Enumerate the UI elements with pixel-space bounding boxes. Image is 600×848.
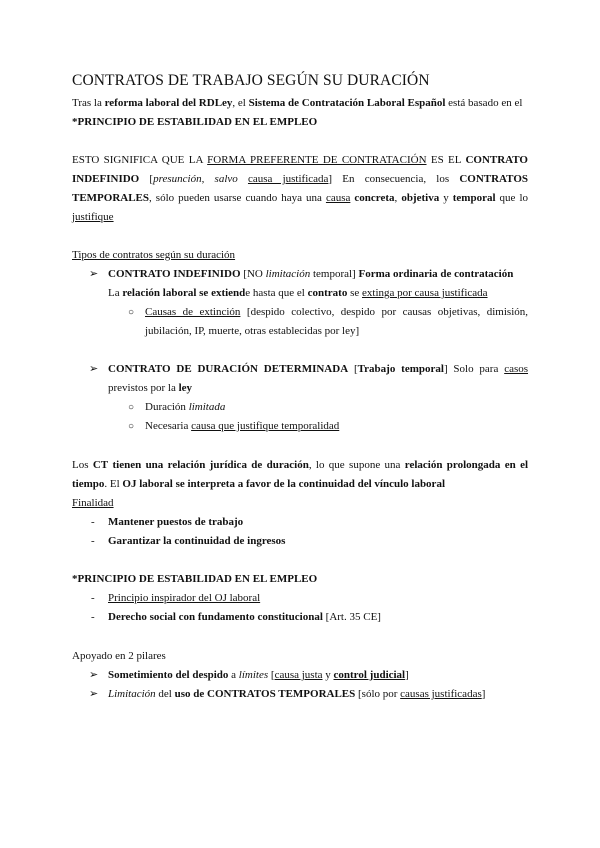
bold-text: uso de CONTRATOS TEMPORALES bbox=[174, 688, 356, 700]
underlined-text: Causas de extinción bbox=[145, 306, 241, 318]
bold-text: Garantizar la continuidad de ingresos bbox=[108, 535, 286, 547]
dash-bullet-icon: - bbox=[91, 611, 95, 623]
underlined-text: casos bbox=[504, 363, 529, 375]
underlined-text: causa que justifique temporalidad bbox=[191, 420, 340, 432]
finalidad-heading: Finalidad bbox=[72, 497, 114, 509]
text: se bbox=[347, 287, 362, 299]
intro-principio bbox=[72, 113, 317, 132]
text: , lo que supone una bbox=[308, 459, 405, 471]
text: Tras la bbox=[72, 97, 105, 109]
text: , bbox=[394, 192, 402, 204]
bold-text: contrato bbox=[307, 287, 348, 299]
text: [despido colectivo, despido por causas objetivas, dimisión, bbox=[240, 306, 529, 318]
text: [Art. 35 CE] bbox=[322, 611, 381, 623]
bold-text: OJ laboral se interpreta a favor de la continuidad del vínculo laboral bbox=[122, 478, 445, 490]
text: e hasta que el bbox=[245, 287, 308, 299]
pilares-heading: Apoyado en 2 pilares bbox=[72, 650, 166, 662]
text: temporal] bbox=[310, 268, 359, 280]
text: ] bbox=[481, 688, 486, 700]
causas-extincion-line-2: jubilación, IP, muerte, otras establecidas por ley] bbox=[145, 325, 360, 337]
arrow-bullet-icon: ➢ bbox=[89, 268, 99, 280]
determinada-line-2 bbox=[108, 379, 192, 398]
text: ES EL bbox=[426, 154, 466, 166]
principio-heading bbox=[72, 570, 317, 589]
text: [ bbox=[268, 669, 275, 681]
bold-underlined-text: control judicial bbox=[333, 669, 406, 681]
arrow-bullet-icon: ➢ bbox=[89, 688, 99, 700]
arrow-bullet-icon: ➢ bbox=[89, 669, 99, 681]
text: y bbox=[439, 192, 453, 204]
text: [NO bbox=[240, 268, 266, 280]
bold-text: relación laboral se extiend bbox=[122, 287, 246, 299]
text: del bbox=[155, 688, 175, 700]
text: y bbox=[322, 669, 334, 681]
bold-text: objetiva bbox=[401, 192, 440, 204]
bold-text: CONTRATOS bbox=[459, 173, 528, 185]
text: a bbox=[228, 669, 239, 681]
bold-text: *PRINCIPIO DE ESTABILIDAD EN EL EMPLEO bbox=[72, 116, 318, 128]
tipos-heading: Tipos de contratos según su duración bbox=[72, 249, 236, 261]
bold-text: concreta bbox=[354, 192, 395, 204]
text: que lo bbox=[495, 192, 528, 204]
bold-text: TEMPORALES bbox=[72, 192, 150, 204]
underlined-text: Principio inspirador del OJ laboral bbox=[108, 592, 261, 604]
bold-text: Trabajo temporal bbox=[357, 363, 444, 375]
circle-bullet-icon: ○ bbox=[128, 421, 135, 432]
italic-text: Limitación bbox=[108, 688, 156, 700]
italic-text: limitada bbox=[188, 401, 226, 413]
dash-bullet-icon: - bbox=[91, 592, 95, 604]
ct-line-1 bbox=[72, 456, 528, 475]
bold-text: *PRINCIPIO DE ESTABILIDAD EN EL EMPLEO bbox=[72, 573, 318, 585]
text bbox=[238, 173, 248, 185]
principio-item-2 bbox=[108, 608, 381, 627]
bold-text: relación prolongada en el bbox=[404, 459, 529, 471]
dash-bullet-icon: - bbox=[91, 516, 95, 528]
indefinido-line-2 bbox=[108, 284, 488, 303]
text: La bbox=[108, 287, 123, 299]
pilar-2 bbox=[108, 685, 485, 704]
bold-text: CONTRATO bbox=[465, 154, 528, 166]
underlined-text: causa justificada bbox=[247, 173, 329, 185]
principio-item-1 bbox=[108, 589, 260, 608]
text: [ bbox=[139, 173, 154, 185]
pilar-1 bbox=[108, 666, 409, 685]
text: [sólo por bbox=[355, 688, 401, 700]
bold-text: CONTRATO DE DURACIÓN DETERMINADA bbox=[108, 363, 349, 375]
text: Duración bbox=[145, 401, 189, 413]
significa-line-4 bbox=[72, 208, 114, 227]
bold-text: ley bbox=[178, 382, 193, 394]
bold-text: Derecho social con fundamento constitucional bbox=[108, 611, 323, 623]
text: está basado en el bbox=[445, 97, 523, 109]
italic-text: limitación bbox=[265, 268, 311, 280]
underlined-text: causa justa bbox=[274, 669, 323, 681]
bold-text: Sistema de Contratación Laboral Español bbox=[248, 97, 446, 109]
dash-bullet-icon: - bbox=[91, 535, 95, 547]
text: [ bbox=[348, 363, 358, 375]
bold-text: INDEFINIDO bbox=[72, 173, 140, 185]
bold-text: reforma laboral del RDLey bbox=[104, 97, 233, 109]
determinada-line-1 bbox=[108, 360, 528, 379]
text: Los bbox=[72, 459, 93, 471]
italic-text: presunción, salvo bbox=[153, 173, 238, 185]
finalidad-item-1 bbox=[108, 513, 243, 532]
ct-line-2 bbox=[72, 475, 445, 494]
text: ] bbox=[405, 669, 409, 681]
text: previstos por la bbox=[108, 382, 179, 394]
bold-text: temporal bbox=[452, 192, 496, 204]
italic-text: límites bbox=[238, 669, 269, 681]
underlined-text: causas justificadas bbox=[400, 688, 482, 700]
text: ] Solo para bbox=[443, 363, 505, 375]
text: ] En consecuencia, los bbox=[328, 173, 460, 185]
causas-extincion-line-1 bbox=[145, 303, 528, 322]
intro-paragraph bbox=[72, 94, 532, 113]
circle-bullet-icon: ○ bbox=[128, 402, 135, 413]
underlined-text: causa bbox=[325, 192, 351, 204]
text: Necesaria bbox=[145, 420, 192, 432]
duracion-item bbox=[145, 398, 225, 417]
underlined-text: justifique bbox=[72, 211, 114, 223]
circle-bullet-icon: ○ bbox=[128, 307, 135, 318]
significa-line-1 bbox=[72, 151, 528, 170]
arrow-bullet-icon: ➢ bbox=[89, 363, 99, 375]
text: , sólo pueden usarse cuando haya una bbox=[149, 192, 326, 204]
bold-text: tienen una relación jurídica de duración bbox=[112, 459, 309, 471]
bold-text: Mantener puestos de trabajo bbox=[108, 516, 244, 528]
underlined-text: extinga por causa justificada bbox=[362, 287, 488, 299]
document-title: CONTRATOS DE TRABAJO SEGÚN SU DURACIÓN bbox=[72, 72, 430, 89]
text: ESTO SIGNIFICA QUE LA bbox=[72, 154, 208, 166]
bold-text: Forma ordinaria de contratación bbox=[358, 268, 514, 280]
text: , el bbox=[232, 97, 249, 109]
indefinido-line-1 bbox=[108, 265, 513, 284]
significa-line-3 bbox=[72, 189, 528, 208]
bold-text: tiempo bbox=[72, 478, 105, 490]
necesaria-item bbox=[145, 417, 339, 436]
bold-text: Sometimiento del despido bbox=[108, 669, 229, 681]
underlined-text: FORMA PREFERENTE DE CONTRATACIÓN bbox=[207, 154, 427, 166]
text: . El bbox=[104, 478, 123, 490]
finalidad-item-2 bbox=[108, 532, 285, 551]
bold-text: CONTRATO INDEFINIDO bbox=[108, 268, 241, 280]
bold-text: CT bbox=[92, 459, 109, 471]
significa-line-2 bbox=[72, 170, 528, 189]
